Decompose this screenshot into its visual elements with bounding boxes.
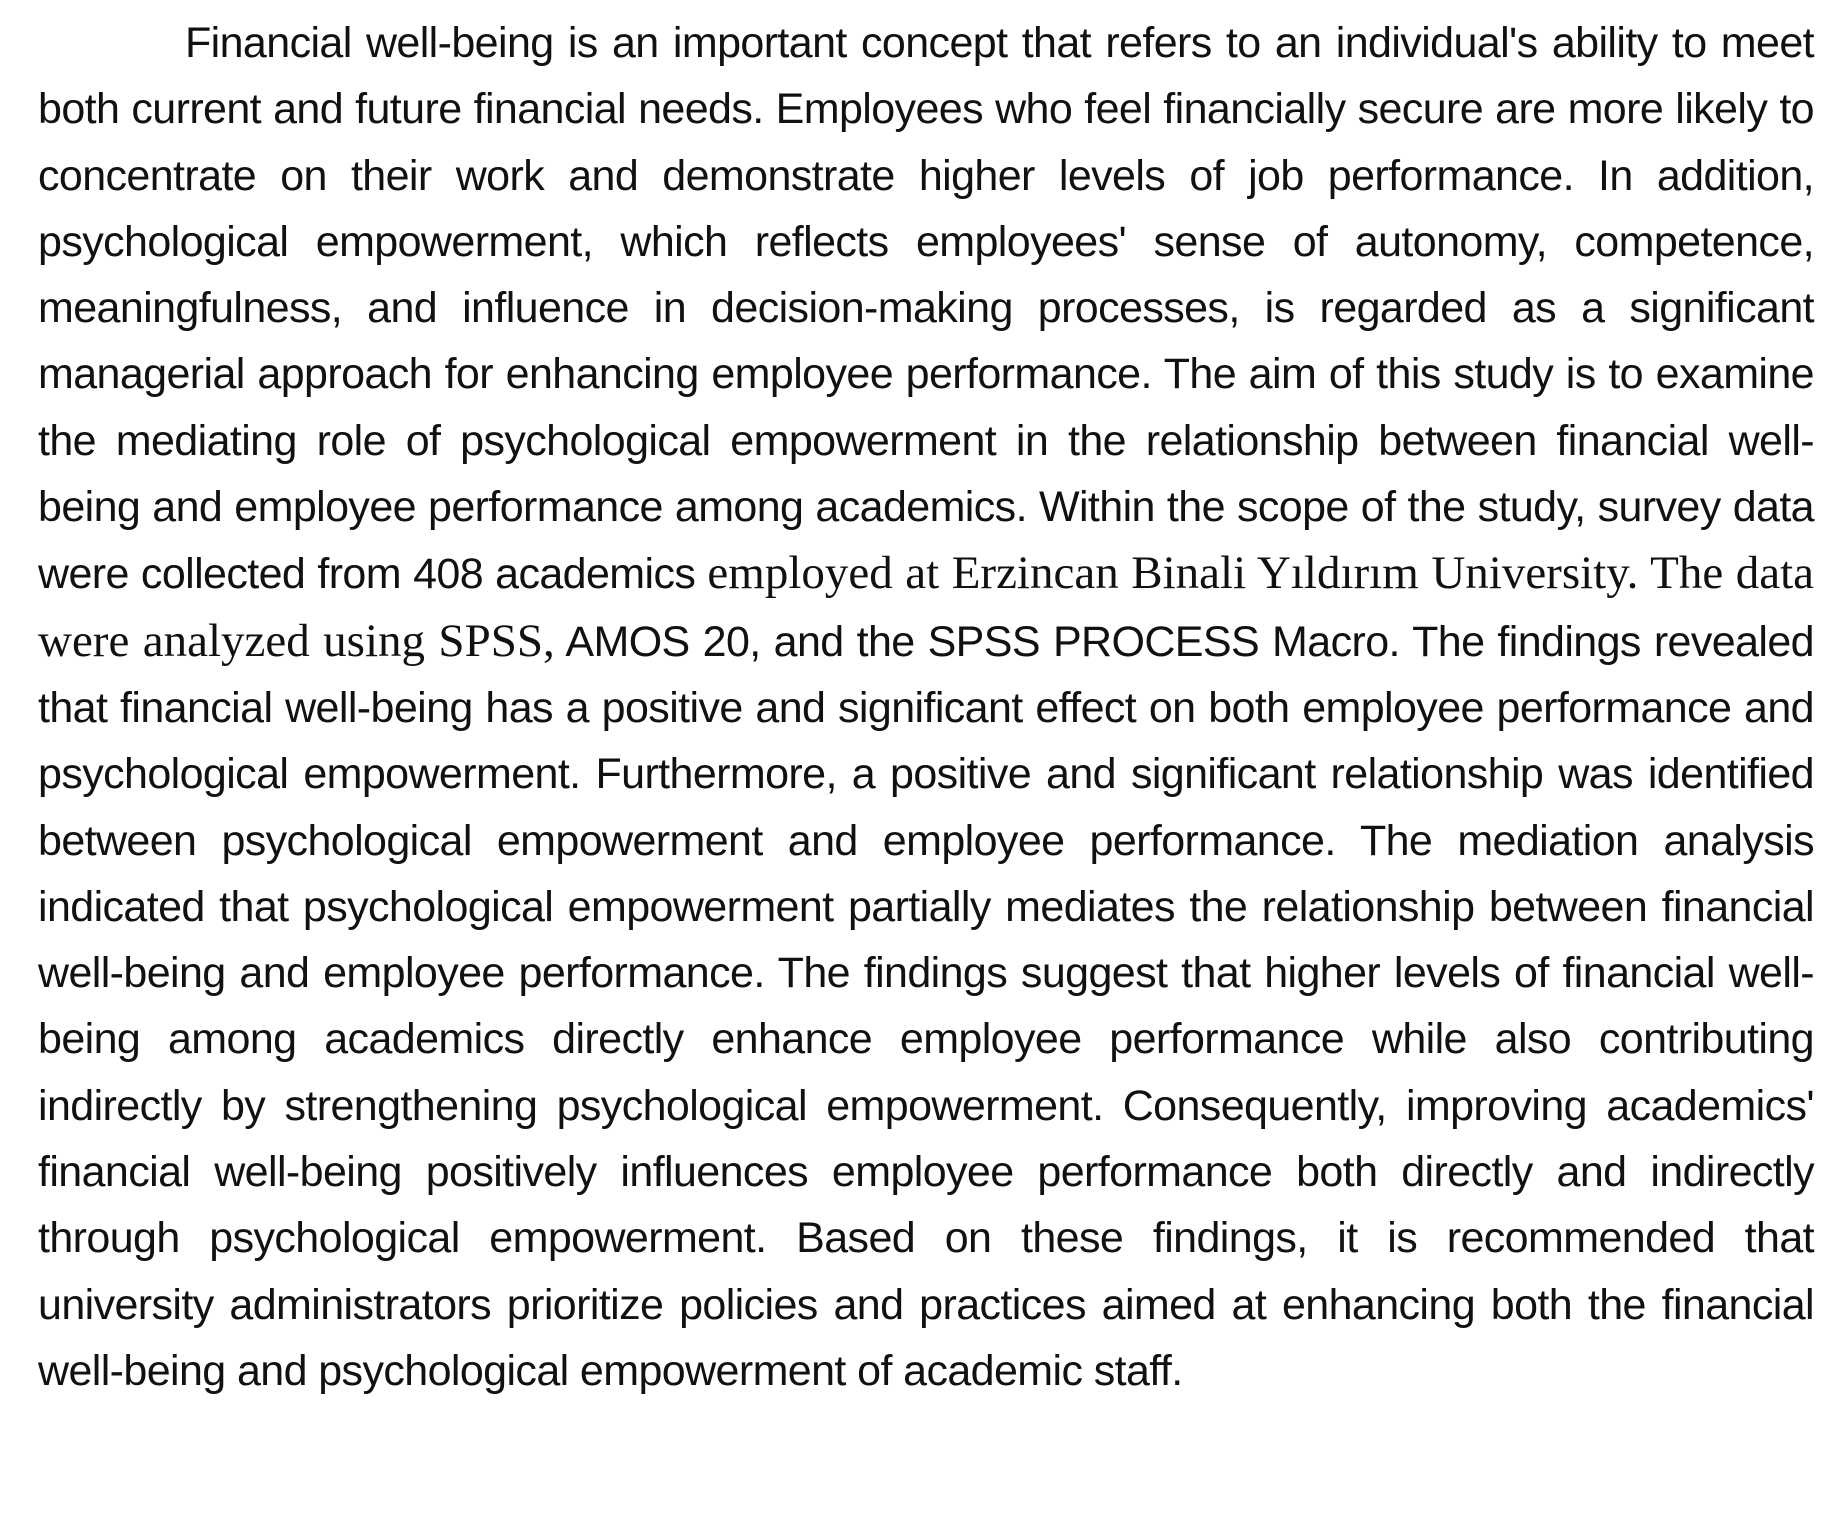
- abstract-text-part-1: Financial well-being is an important concept that refers to an individual's ability to meet both current and future financial needs. Employees who feel financially secure are more likely to concentrate on their work and demonstrate higher levels of job performance. In addition, psychological empowerment, which reflects employees' sense of autonomy, competence, meaningfulness, and influence in decision-making processes, is regarded as a significant managerial approach for enhancing employee performance. The aim of this study is to examine the mediating role of psychological empowerment in the relationship between financial well-being and employee performance among academics. Within the scope of the study, survey data were collected from 408 academics: [38, 19, 1814, 599]
- document-page: [38, 10, 1814, 1404]
- abstract-text-part-2: employed at Erzincan Binali Yıldırım University. The data were analyzed using SPSS,: [38, 547, 1814, 667]
- abstract-paragraph: [38, 10, 1814, 1404]
- abstract-text-part-3: AMOS 20, and the SPSS PROCESS Macro. The findings revealed that financial well-being has a positive and significant effect on both employee performance and psychological empowerment. Furthermore, a positive and significant relationship was identified between psychological empowerment and employee performance. The mediation analysis indicated that psychological empowerment partially mediates the relationship between financial well-being and employee performance. The findings suggest that higher levels of financial well-being among academics directly enhance employee performance while also contributing indirectly by strengthening psychological empowerment. Consequently, improving academics' financial well-being positively influences employee performance both directly and indirectly through psychological empowerment. Based on these findings, it is recommended that university administrators prioritize policies and practices aimed at enhancing both the financial well-being and psychological empowerment of academic staff.: [38, 617, 1814, 1395]
